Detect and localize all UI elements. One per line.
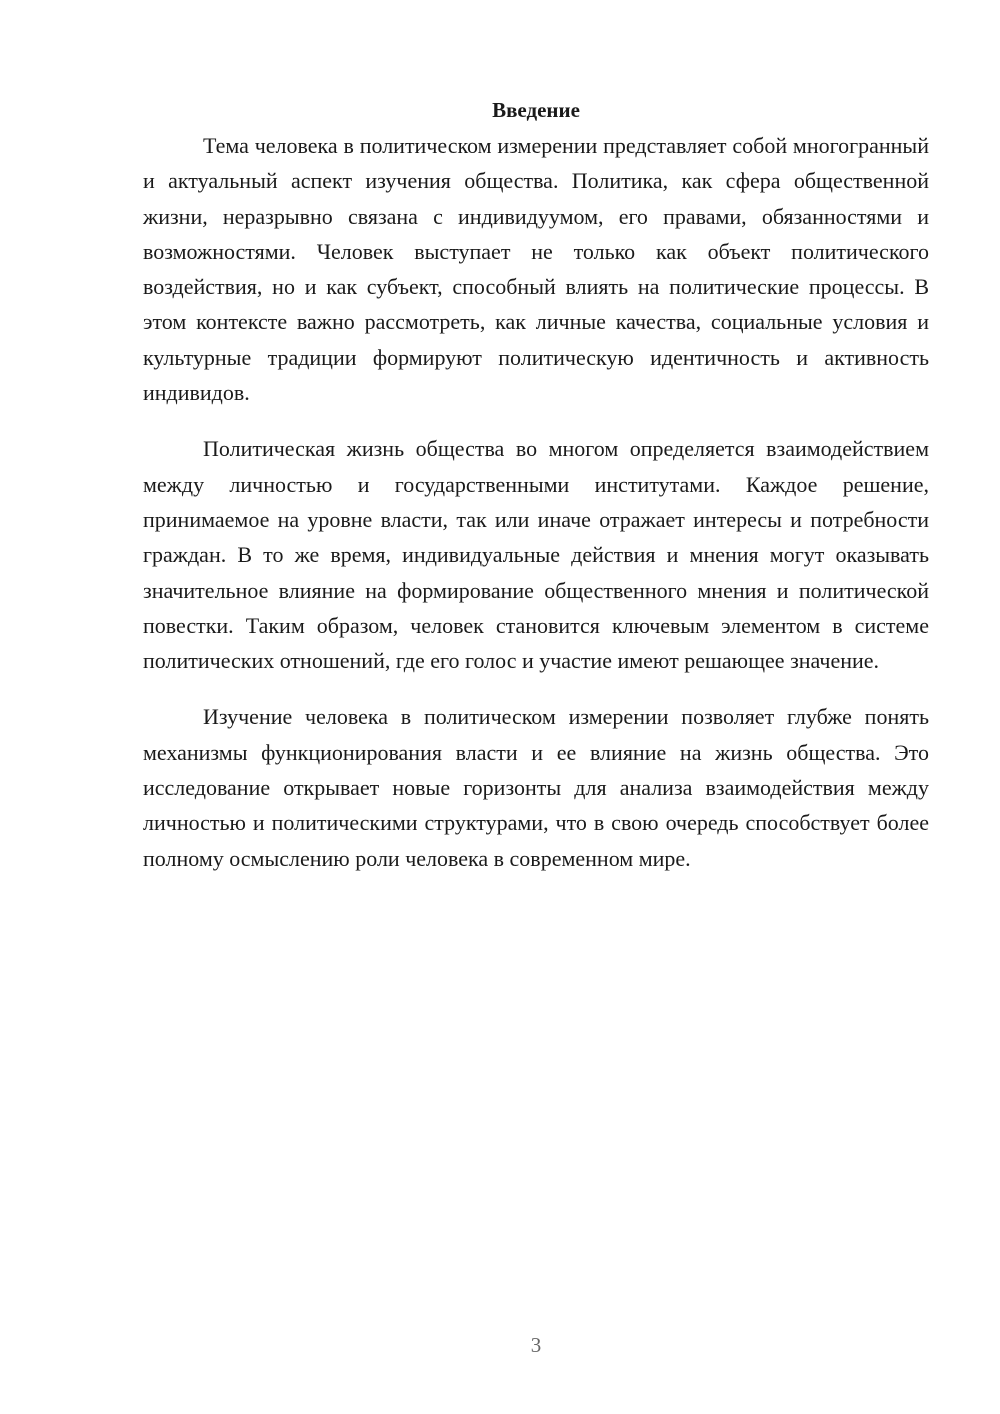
page-number: 3	[530, 1333, 542, 1357]
document-page	[143, 92, 929, 876]
paragraph-2: Политическая жизнь общества во многом определяется взаимодействием между личностью и государственными институтами. Каждое решение, принимаемое на уровне власти, так или иначе отражает интересы и потребности граждан. В то же время, индивидуальные действия и мнения могут оказывать значительное влияние на формирование общественного мнения и политической повестки. Таким образом, человек становится ключевым элементом в системе политических отношений, где его голос и участие имеют решающее значение.	[143, 436, 929, 674]
paragraph-3: Изучение человека в политическом измерении позволяет глубже понять механизмы функционирования власти и ее влияние на жизнь общества. Это исследование открывает новые горизонты для анализа взаимодействия между личностью и политическими структурами, что в свою очередь способствует более полному осмыслению роли человека в современном мире.	[143, 704, 929, 871]
paragraph-1: Тема человека в политическом измерении представляет собой многогранный и актуальный аспект изучения общества. Политика, как сфера общественной жизни, неразрывно связана с индивидуумом, его правами, обязанностями и возможностями. Человек выступает не только как объект политического воздействия, но и как субъект, способный влиять на политические процессы. В этом контексте важно рассмотреть, как личные качества, социальные условия и культурные традиции формируют политическую идентичность и активность индивидов.	[143, 133, 929, 406]
page-title: Введение	[492, 98, 580, 122]
